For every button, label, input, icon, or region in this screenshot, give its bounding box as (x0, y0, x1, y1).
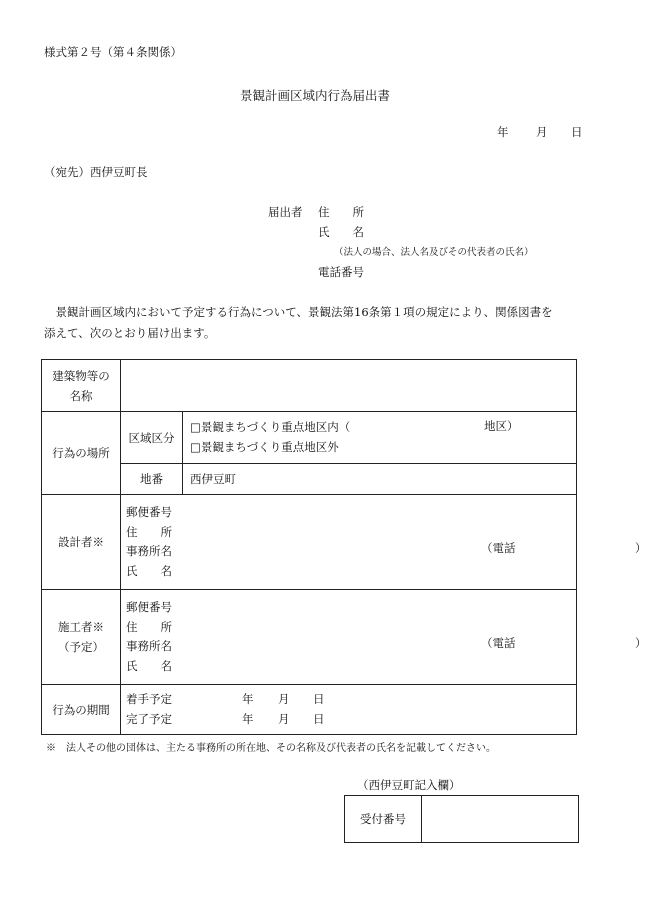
body-text-line-1: 景観計画区域内において予定する行為について、景観法第16条第１項の規定により、関係図書を (44, 305, 553, 319)
period-start-label: 着手予定 (126, 692, 172, 706)
lot-field[interactable]: 西伊豆町 (183, 464, 577, 495)
notifier-name-label: 氏 名 (318, 225, 364, 239)
designer-postal-label: 郵便番号 (126, 505, 172, 519)
builder-address-label: 住 所 (126, 619, 172, 634)
designer-phone-close: ） (635, 541, 647, 555)
notifier-address-label: 住 所 (318, 205, 364, 219)
date-day-label: 日 (571, 125, 583, 139)
designer-office-label: 事務所名 (126, 544, 172, 558)
designer-address-label: 住 所 (126, 524, 172, 539)
zone-label: 区域区分 (121, 412, 183, 464)
table-row-lot (42, 464, 577, 495)
end-year-label: 年 (242, 712, 254, 726)
start-month-label: 月 (278, 692, 290, 706)
table-row-building (42, 360, 577, 412)
start-year-label: 年 (242, 692, 254, 706)
body-text-line-2: 添えて、次のとおり届け出ます。 (44, 326, 216, 340)
end-month-label: 月 (278, 712, 290, 726)
end-day-label: 日 (313, 712, 325, 726)
designer-label: 設計者※ (42, 495, 121, 590)
form-number: 様式第２号（第４条関係） (44, 45, 182, 59)
builder-label: 施工者※ （予定） (42, 590, 121, 685)
footnote: ※ 法人その他の団体は、主たる事務所の所在地、その名称及び代表者の氏名を記載してください。 (46, 743, 496, 754)
start-day-label: 日 (313, 692, 325, 706)
period-label: 行為の期間 (42, 685, 121, 735)
zone-options (183, 412, 577, 464)
builder-phone-open: （電話 (481, 636, 516, 650)
page-title: 景観計画区域内行為届出書 (239, 88, 390, 103)
builder-postal-label: 郵便番号 (126, 600, 172, 614)
period-fields[interactable] (121, 685, 577, 735)
addressee: （宛先）西伊豆町長 (44, 165, 148, 179)
table-row-period (42, 685, 577, 735)
notification-table (41, 359, 647, 735)
zone-option-in-suffix: 地区） (484, 419, 519, 433)
place-label: 行為の場所 (42, 412, 121, 495)
notifier-phone-label: 電話番号 (318, 265, 364, 279)
table-row-zone (42, 412, 577, 464)
builder-name-label: 氏 名 (126, 658, 172, 673)
designer-name-label: 氏 名 (126, 563, 172, 578)
designer-fields[interactable] (121, 495, 647, 590)
builder-fields[interactable] (121, 590, 647, 685)
lot-label: 地番 (121, 464, 183, 495)
zone-option-out[interactable]: □景観まちづくり重点地区外 (190, 439, 339, 454)
date-month-label: 月 (536, 125, 548, 139)
notifier-label: 届出者 (268, 205, 303, 219)
office-table (344, 795, 579, 843)
period-end-label: 完了予定 (126, 711, 172, 726)
receipt-number-field[interactable] (422, 796, 579, 843)
notifier-name-note: （法人の場合、法人名及びその代表者の氏名） (334, 247, 534, 258)
table-row-builder (42, 590, 577, 685)
office-section-heading: （西伊豆町記入欄） (357, 778, 461, 792)
table-row-designer (42, 495, 577, 590)
date-year-label: 年 (497, 125, 509, 139)
builder-office-label: 事務所名 (126, 639, 172, 653)
designer-phone-open: （電話 (481, 541, 516, 555)
builder-phone-close: ） (635, 636, 647, 650)
zone-option-in[interactable]: □景観まちづくり重点地区内（ (190, 420, 351, 434)
building-name-label: 建築物等の 名称 (42, 360, 121, 412)
receipt-number-label: 受付番号 (345, 796, 422, 843)
building-name-field[interactable] (121, 360, 577, 412)
